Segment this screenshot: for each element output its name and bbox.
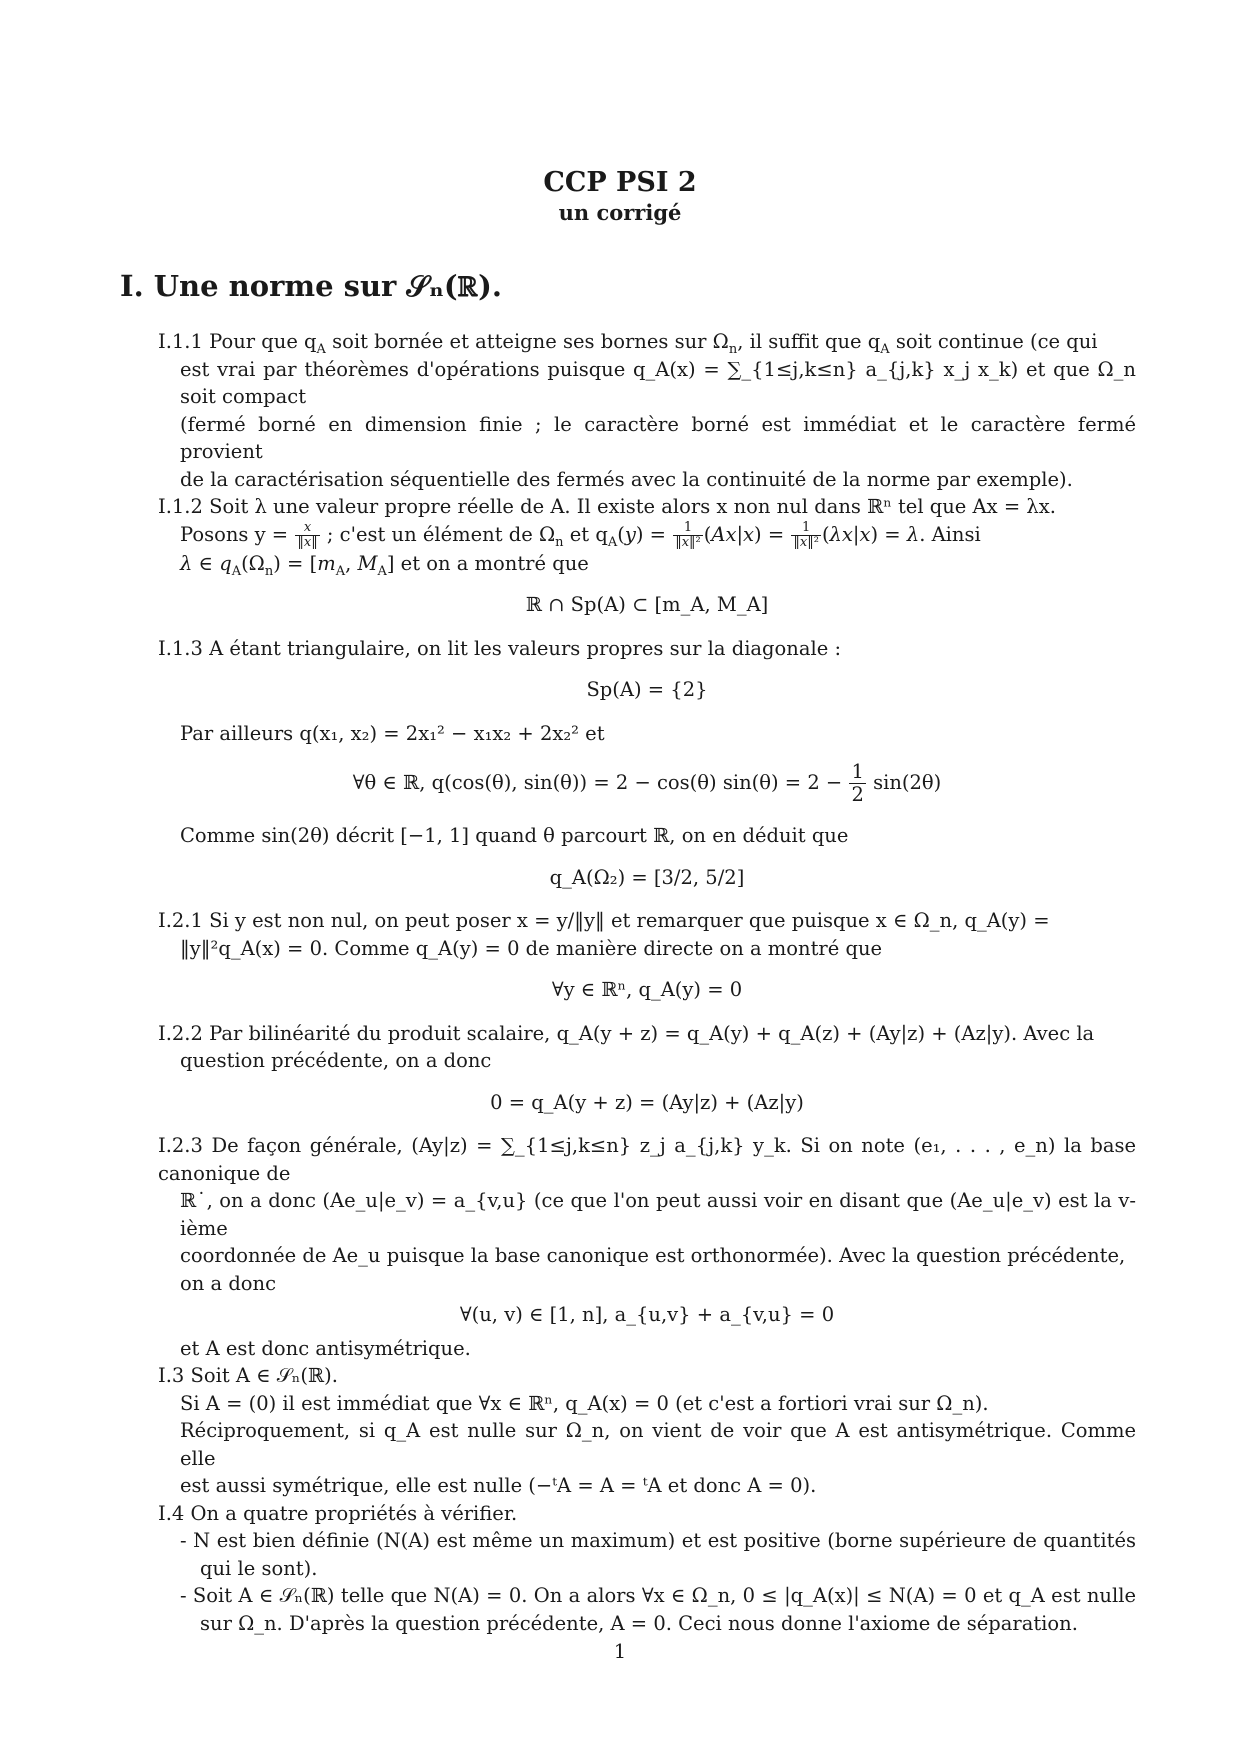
- item-i-4: [158, 1500, 1136, 1638]
- title-block: [0, 166, 1240, 226]
- item-i-3-line3: Réciproquement, si q_A est nulle sur Ω_n, on vient de voir que A est antisymétrique. Comme elle: [180, 1419, 1136, 1470]
- fraction-one-over-norm-squared: $\frac{1}{\text{‖x‖²}}$: [793, 519, 819, 550]
- item-i-1-3-line3: Comme sin(2θ) décrit [−1, 1] quand θ parcourt ℝ, on en déduit que: [180, 824, 849, 847]
- page-number: 1: [613, 1640, 627, 1663]
- item-i-1-1: [158, 328, 1136, 493]
- item-i-2-3-line2: ℝ˙, on a donc (Ae_u|e_v) = a_{v,u} (ce que l'on peut aussi voir en disant que (Ae_u|e_v) est la v-ième: [180, 1189, 1136, 1240]
- display-equation-bilinear: 0 = q_A(y + z) = (Ay|z) + (Az|y): [490, 1090, 804, 1114]
- item-i-1-2-line2: Posons y = $\frac{x}{‖x‖}$ ; c'est un élément de $\Omega_n$ et $q_A(y)$ = $\frac{1}{\text{‖x‖²}}$ (Ax|x) = $\frac{1}{\text{‖x‖²}}$ (λx|x) = λ. Ainsi: [180, 519, 981, 550]
- fraction-x-over-norm: $\frac{x}{‖x‖}$: [297, 519, 318, 550]
- item-i-2-2: [158, 1020, 1136, 1117]
- display-equation-sp: Sp(A) = {2}: [586, 678, 708, 701]
- item-i-2-3-line4: on a donc: [180, 1271, 277, 1295]
- item-i-2-2-line2: question précédente, on a donc: [180, 1049, 492, 1072]
- fraction-one-half: $\frac{1}{2}$: [851, 760, 864, 806]
- item-i-2-1-line2: ‖y‖²q_A(x) = 0. Comme q_A(y) = 0 de manière directe on a montré que: [180, 936, 883, 960]
- item-i-2-2-text: I.2.2 Par bilinéarité du produit scalaire, q_A(y + z) = q_A(y) + q_A(z) + (Ay|z) + (Az|y). Avec la: [158, 1021, 1095, 1045]
- item-i-1-3: [158, 635, 1136, 892]
- fraction-one-over-norm-squared: $\frac{1}{\text{‖x‖²}}$: [675, 519, 701, 550]
- item-i-1-2-line3: λ ∈ $q_A(\Omega_n) = [m_A$, $M_A$] et on a montré que: [180, 551, 589, 579]
- item-i-2-3-line5: et A est donc antisymétrique.: [180, 1336, 471, 1360]
- item-i-1-3-line2: Par ailleurs q(x₁, x₂) = 2x₁² − x₁x₂ + 2x₂² et: [180, 721, 605, 745]
- item-i-2-3-text: I.2.3 De façon générale, (Ay|z) = ∑_{1≤j,k≤n} z_j a_{j,k} y_k. Si on note (e₁, . . . , e_n) la base canonique de: [158, 1134, 1136, 1185]
- item-i-3-line4: est aussi symétrique, elle est nulle (−ᵗA = A = ᵗA et donc A = 0).: [180, 1474, 817, 1497]
- item-i-1-1-line2: est vrai par théorèmes d'opérations puisque q_A(x) = ∑_{1≤j,k≤n} a_{j,k} x_j x_k) et que Ω_n soit compact: [180, 357, 1136, 408]
- item-i-3-text: I.3 Soit A ∈ 𝒮ₙ(ℝ).: [158, 1364, 338, 1387]
- section-heading: I. Une norme sur 𝒮ₙ(ℝ).: [120, 269, 503, 303]
- display-equation-q-theta: ∀θ ∈ ℝ, q(cos(θ), sin(θ)) = 2 − cos(θ) sin(θ) = 2 − $\frac{1}{2}$ sin(2θ): [352, 760, 942, 806]
- document-subtitle: un corrigé: [558, 200, 682, 225]
- display-equation-range: q_A(Ω₂) = [3/2, 5/2]: [549, 865, 745, 889]
- item-i-4-text: I.4 On a quatre propriétés à vérifier.: [158, 1501, 518, 1525]
- item-i-1-3-text: I.1.3 A étant triangulaire, on lit les valeurs propres sur la diagonale :: [158, 636, 842, 660]
- document-title: CCP PSI 2: [543, 167, 697, 198]
- item-i-1-2-text: I.1.2 Soit λ une valeur propre réelle de A. Il existe alors x non nul dans ℝⁿ tel que Ax = λx.: [158, 495, 1056, 518]
- document-body: [158, 328, 1136, 1637]
- display-equation-antisym: ∀(u, v) ∈ [1, n], a_{u,v} + a_{v,u} = 0: [459, 1303, 835, 1326]
- item-i-2-3-line3: coordonnée de Ae_u puisque la base canonique est orthonormée). Avec la question précédente,: [180, 1244, 1126, 1267]
- item-i-3-line2: Si A = (0) il est immédiat que ∀x ∈ ℝⁿ, q_A(x) = 0 (et c'est a fortiori vrai sur Ω_n).: [180, 1391, 989, 1415]
- bullet-item: - N est bien définie (N(A) est même un maximum) et est positive (borne supérieure de quantités qui le sont).: [180, 1529, 1136, 1580]
- display-equation-qa-zero: ∀y ∈ ℝⁿ, q_A(y) = 0: [551, 978, 743, 1001]
- item-i-1-2: [158, 493, 1136, 619]
- bullet-item: - Soit A ∈ 𝒮ₙ(ℝ) telle que N(A) = 0. On a alors ∀x ∈ Ω_n, 0 ≤ |q_A(x)| ≤ N(A) = 0 et q_A est nulle sur Ω_n. D'après la question précédente, A = 0. Ceci nous donne l'axiome de séparation.: [180, 1584, 1136, 1635]
- item-i-1-1-line3: (fermé borné en dimension finie ; le caractère borné est immédiat et le caractère fermé provient: [180, 412, 1136, 463]
- bullet-list: [158, 1527, 1136, 1637]
- item-i-2-1-text: I.2.1 Si y est non nul, on peut poser x = y/‖y‖ et remarquer que puisque x ∈ Ω_n, q_A(y) =: [158, 909, 1050, 932]
- item-i-2-1: [158, 907, 1136, 1004]
- item-i-1-1-text: I.1.1 Pour que $q_A$ soit bornée et atteigne ses bornes sur $\Omega_n$, il suffit que $q_A$ soit continue (ce qui: [158, 330, 1098, 357]
- item-i-1-1-line4: de la caractérisation séquentielle des fermés avec la continuité de la norme par exemple).: [180, 467, 1073, 491]
- display-equation-spectrum: ℝ ∩ Sp(A) ⊂ [m_A, M_A]: [525, 593, 769, 616]
- item-i-3: [158, 1362, 1136, 1500]
- item-i-2-3: [158, 1132, 1136, 1362]
